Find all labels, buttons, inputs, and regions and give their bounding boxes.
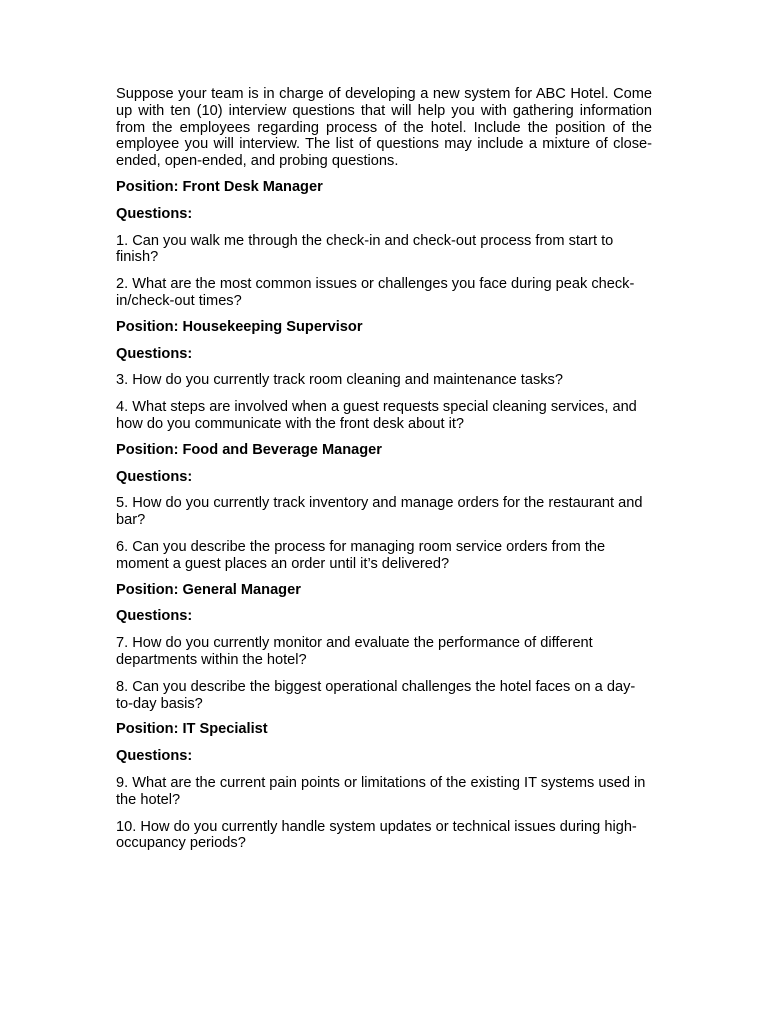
questions-label: Questions: — [116, 205, 193, 222]
section-it-specialist — [116, 721, 652, 852]
position-heading: Position: Front Desk Manager — [116, 178, 323, 195]
question-3: 3. How do you currently track room cleaning and maintenance tasks? — [116, 372, 563, 389]
section-front-desk-manager — [116, 179, 652, 310]
question-8: 8. Can you describe the biggest operational challenges the hotel faces on a day-to-day basis? — [116, 678, 636, 712]
position-heading: Position: General Manager — [116, 581, 301, 598]
section-general-manager — [116, 582, 652, 713]
section-housekeeping-supervisor — [116, 319, 652, 433]
section-food-and-beverage-manager — [116, 442, 652, 573]
question-5: 5. How do you currently track inventory and manage orders for the restaurant and bar? — [116, 495, 643, 529]
question-9: 9. What are the current pain points or limitations of the existing IT systems used in the hotel? — [116, 774, 646, 808]
question-4: 4. What steps are involved when a guest requests special cleaning services, and how do you communicate with the front desk about it? — [116, 399, 637, 432]
position-heading: Position: Food and Beverage Manager — [116, 441, 382, 458]
question-1: 1. Can you walk me through the check-in and check-out process from start to finish? — [116, 232, 614, 266]
position-heading: Position: Housekeeping Supervisor — [116, 318, 363, 335]
position-heading: Position: IT Specialist — [116, 721, 268, 738]
question-10: 10. How do you currently handle system updates or technical issues during high-occupancy periods? — [116, 818, 637, 852]
question-6: 6. Can you describe the process for managing room service orders from the moment a guest places an order until it’s delivered? — [116, 538, 606, 572]
question-7: 7. How do you currently monitor and evaluate the performance of different departments within the hotel? — [116, 635, 593, 668]
questions-label: Questions: — [116, 748, 193, 765]
questions-label: Questions: — [116, 468, 193, 485]
document-page — [116, 86, 652, 861]
questions-label: Questions: — [116, 345, 193, 362]
question-2: 2. What are the most common issues or challenges you face during peak check-in/check-out times? — [116, 276, 635, 309]
questions-label: Questions: — [116, 608, 193, 625]
intro-paragraph: Suppose your team is in charge of developing a new system for ABC Hotel. Come up with ten (10) interview questions that will help you with gathering information from the employees regarding process of the hotel. Include the position of the employee you will interview. The list of questions may include a mixture of close-ended, open-ended, and probing questions. — [116, 86, 652, 170]
